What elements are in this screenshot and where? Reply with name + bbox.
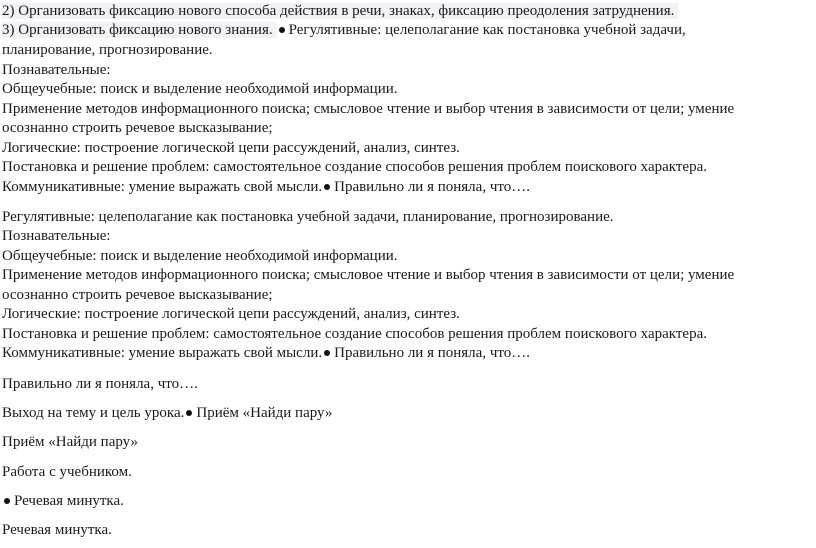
text-line: Общеучебные: поиск и выделение необходимой информации. [2, 248, 398, 264]
text-line [2, 492, 124, 511]
highlighted-text: 3) Организовать фиксацию нового знания. [2, 22, 277, 38]
text-line [2, 344, 530, 363]
text-segment: Регулятивные: целеполагание как постановка учебной задачи, [288, 22, 686, 38]
text-line [2, 178, 530, 197]
text-line [2, 21, 686, 40]
text-line: планирование, прогнозирование. [2, 42, 213, 58]
text-line: Логические: построение логической цепи рассуждений, анализ, синтез. [2, 306, 460, 322]
bullet-icon [324, 350, 330, 356]
text-segment: Коммуникативные: умение выражать свой мысли. [2, 345, 323, 361]
text-segment: Речевая минутка. [14, 493, 124, 509]
text-line: Постановка и решение проблем: самостоятельное создание способов решения проблем поискового характера. [2, 159, 707, 175]
text-line: Речевая минутка. [2, 522, 112, 538]
text-line: осознанно строить речевое высказывание; [2, 287, 273, 303]
text-line: Общеучебные: поиск и выделение необходимой информации. [2, 81, 398, 97]
bullet-icon [279, 27, 285, 33]
text-line: Познавательные: [2, 228, 111, 244]
bullet-icon [4, 498, 10, 504]
text-line: Регулятивные: целеполагание как постановка учебной задачи, планирование, прогнозирование. [2, 209, 614, 225]
text-line: осознанно строить речевое высказывание; [2, 120, 273, 136]
text-segment: Коммуникативные: умение выражать свой мысли. [2, 179, 323, 195]
text-line: Познавательные: [2, 62, 111, 78]
text-line: Приём «Найди пару» [2, 434, 139, 450]
bullet-icon [324, 184, 330, 190]
text-segment: Правильно ли я поняла, что…. [334, 345, 530, 361]
highlighted-text: 2) Организовать фиксацию нового способа действия в речи, знаках, фиксацию преодоления затруднения. [2, 3, 678, 19]
text-line: Правильно ли я поняла, что…. [2, 376, 198, 392]
text-segment: Приём «Найди пару» [196, 405, 333, 421]
text-segment: Выход на тему и цель урока. [2, 405, 185, 421]
text-line: Постановка и решение проблем: самостоятельное создание способов решения проблем поискового характера. [2, 326, 707, 342]
bullet-icon [186, 410, 192, 416]
text-line: Работа с учебником. [2, 464, 132, 480]
text-line: Логические: построение логической цепи рассуждений, анализ, синтез. [2, 140, 460, 156]
text-segment: Правильно ли я поняла, что…. [334, 179, 530, 195]
text-line: Применение методов информационного поиска; смысловое чтение и выбор чтения в зависимости от цели; умение [2, 267, 735, 283]
text-line [2, 404, 332, 423]
text-line [2, 2, 678, 21]
text-line: Применение методов информационного поиска; смысловое чтение и выбор чтения в зависимости от цели; умение [2, 101, 735, 117]
